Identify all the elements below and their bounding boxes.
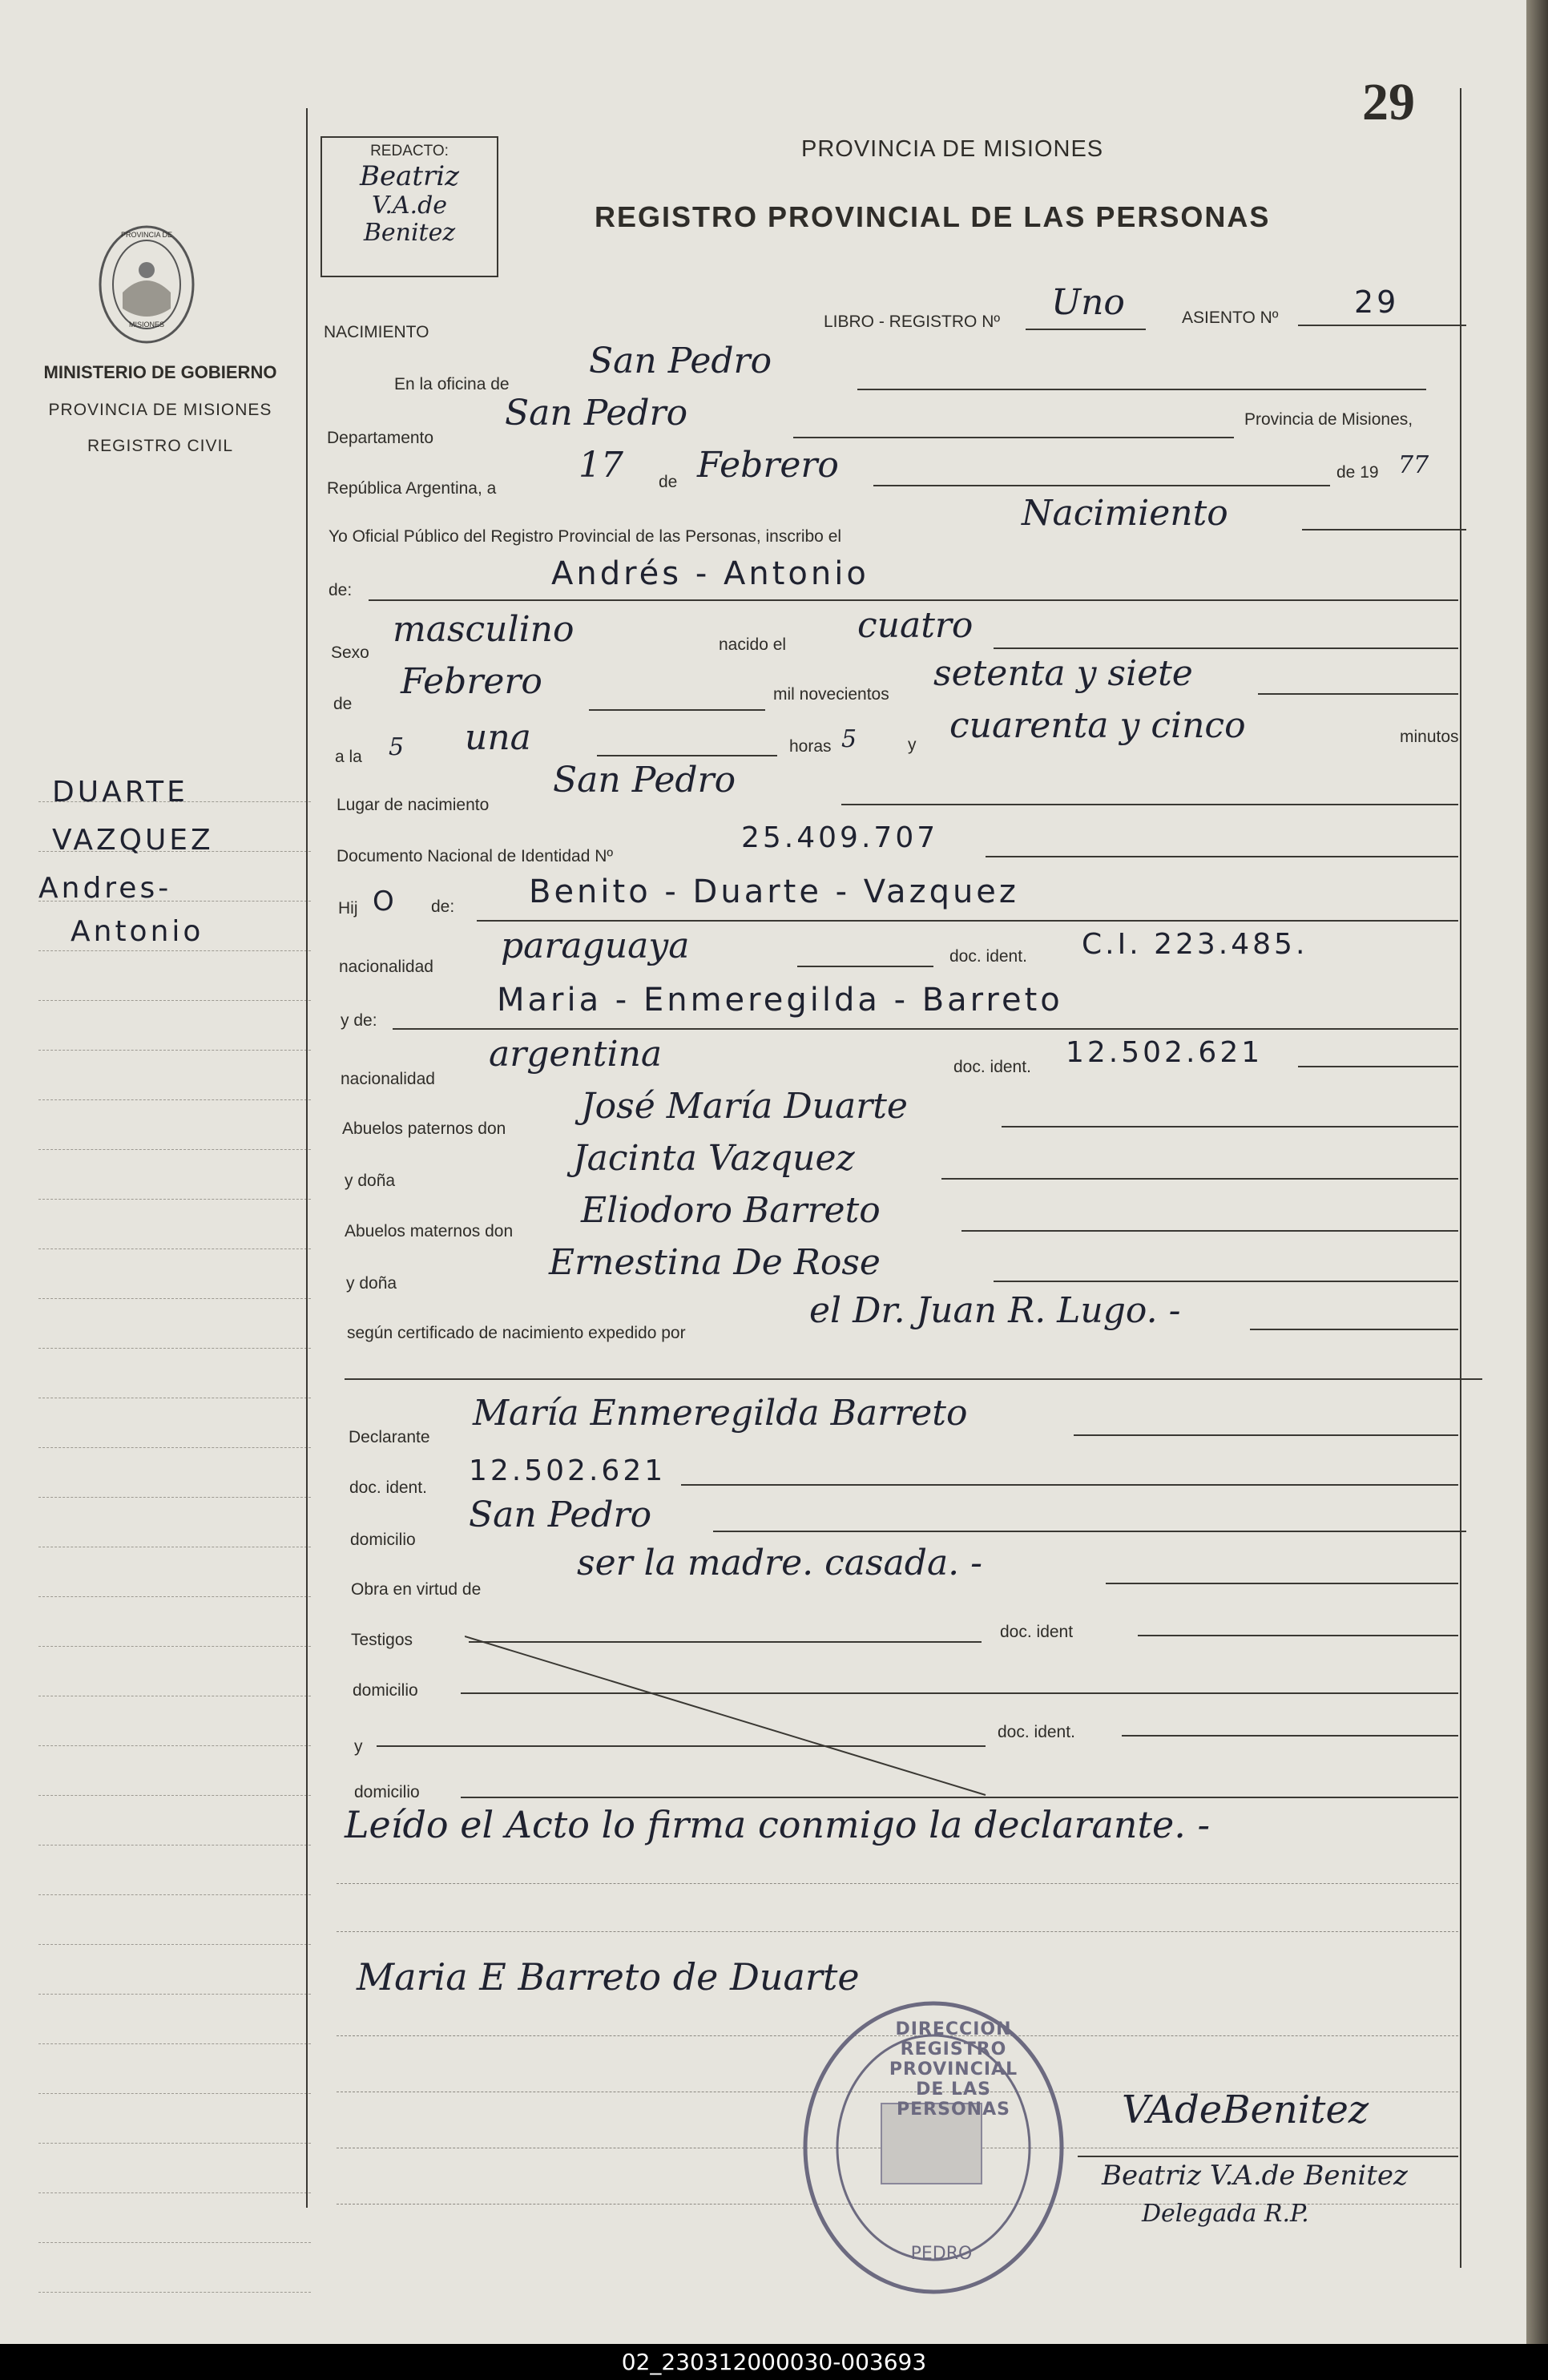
margin-rule-line (38, 2242, 311, 2243)
ministry-title: MINISTERIO DE GOBIERNO (43, 362, 277, 382)
label-de-anio: de 19 (1336, 463, 1379, 482)
seal-top-text: PROVINCIA DE (120, 231, 172, 239)
value-asiento: 29 (1354, 284, 1400, 320)
label-sexo: Sexo (331, 643, 369, 662)
value-mes: Febrero (697, 445, 839, 486)
label-domicilio-2: domicilio (353, 1681, 418, 1700)
redacto-name-2: V.A.de (371, 192, 448, 220)
value-madre: Maria - Enmeregilda - Barreto (497, 982, 1063, 1019)
margin-rule-line (38, 1050, 311, 1051)
value-abuela-pat: Jacinta Vazquez (573, 1138, 855, 1179)
value-abuela-mat: Ernestina De Rose (549, 1242, 881, 1283)
value-libro: Uno (1051, 282, 1125, 323)
margin-rule-line (38, 1248, 311, 1249)
value-certificado: el Dr. Juan R. Lugo. - (809, 1290, 1181, 1331)
label-mil: mil novecientos (773, 685, 889, 704)
stamp-small-text: PEDRO (910, 2244, 973, 2264)
label-domicilio-3: domicilio (354, 1783, 420, 1801)
label-y-dona-2: y doña (346, 1274, 397, 1293)
label-de3: de (333, 695, 353, 713)
redacto-name-1: Beatriz (359, 160, 460, 192)
redacto-label: REDACTO: (370, 143, 449, 159)
page-number: 29 (1362, 73, 1415, 131)
label-republica: República Argentina, a (327, 479, 497, 498)
margin-rule-line (38, 1149, 311, 1150)
margin-given-2: Antonio (71, 915, 204, 948)
label-y: y (908, 736, 917, 754)
label-libro: LIBRO - REGISTRO Nº (824, 313, 1001, 331)
label-asiento: ASIENTO Nº (1182, 309, 1279, 327)
label-domicilio-1: domicilio (350, 1531, 416, 1549)
value-lugar: San Pedro (553, 760, 736, 801)
label-doc-ident-4: doc. ident (1000, 1623, 1074, 1641)
label-y-2: y (354, 1737, 363, 1756)
margin-given-1: Andres- (38, 872, 172, 905)
margin-rule-line (38, 2192, 311, 2193)
label-alas: a la (335, 748, 362, 766)
margin-rule-line (38, 1099, 311, 1100)
official-name: Beatriz V.A.de Benitez (1102, 2160, 1408, 2192)
value-sexo: masculino (393, 609, 574, 650)
value-hora-num: 5 (389, 733, 405, 761)
label-de2: de: (329, 581, 353, 599)
margin-surname-1: DUARTE (52, 776, 188, 809)
label-yo-oficial: Yo Oficial Público del Registro Provincial de las Personas, inscribo el (329, 527, 842, 546)
label-y-de: y de: (341, 1011, 377, 1030)
header-province: PROVINCIA DE MISIONES (801, 136, 1104, 162)
value-min-num: 5 (841, 725, 857, 753)
label-y-dona-1: y doña (345, 1172, 396, 1190)
redacto-name-3: Benitez (363, 219, 456, 247)
label-horas: horas (789, 737, 832, 756)
label-hij: Hij (338, 899, 358, 918)
value-abuelo-mat: Eliodoro Barreto (581, 1190, 881, 1231)
margin-rule-line (38, 2093, 311, 2094)
label-nacionalidad-2: nacionalidad (341, 1070, 435, 1088)
margin-rule-line (38, 2292, 311, 2293)
label-de4: de: (431, 898, 455, 916)
label-testigos: Testigos (351, 1631, 413, 1649)
margin-rule-line (38, 1944, 311, 1945)
stamp-text: DIRECCION REGISTRO PROVINCIAL DE LAS PERSONAS (889, 2019, 1018, 2120)
margin-rule-line (38, 1596, 311, 1597)
label-doc-ident-2: doc. ident. (953, 1058, 1031, 1076)
label-doc-ident-3: doc. ident. (349, 1478, 427, 1497)
label-provincia: Provincia de Misiones, (1244, 410, 1413, 429)
header-registry: REGISTRO PROVINCIAL DE LAS PERSONAS (595, 200, 1271, 233)
margin-rule-line (38, 2143, 311, 2144)
label-nacido: nacido el (719, 635, 787, 654)
label-abuelos-maternos: Abuelos maternos don (345, 1222, 514, 1240)
margin-rule-line (38, 950, 311, 951)
margin-rule-line (38, 1795, 311, 1796)
value-nombre: Andrés - Antonio (551, 555, 869, 592)
value-mes-nac: Febrero (401, 661, 542, 702)
label-abuelos-paternos: Abuelos paternos don (342, 1119, 506, 1138)
value-padre: Benito - Duarte - Vazquez (529, 873, 1019, 910)
margin-surname-2: VAZQUEZ (52, 824, 214, 857)
value-anio-nac: setenta y siete (933, 653, 1193, 694)
value-doc-declarante: 12.502.621 (469, 1454, 667, 1487)
margin-rule-line (38, 1745, 311, 1746)
value-obra: ser la madre. casada. - (577, 1543, 983, 1583)
margin-rule-line (38, 1298, 311, 1299)
signature-official: VAdeBenitez (1122, 2088, 1369, 2132)
label-declarante: Declarante (349, 1428, 430, 1446)
official-title: Delegada R.P. (1142, 2200, 1309, 2228)
image-caption: 02_230312000030-003693 (0, 2344, 1548, 2380)
margin-rule-line (38, 1646, 311, 1647)
value-declarante: María Enmeregilda Barreto (473, 1393, 968, 1434)
book-page-edge (1526, 0, 1548, 2344)
label-documento: Documento Nacional de Identidad Nº (337, 847, 614, 865)
value-nac-madre: argentina (489, 1034, 663, 1075)
value-hora-txt: una (465, 717, 531, 758)
margin-rule-line (38, 1000, 311, 1001)
margin-rule-line (38, 2043, 311, 2044)
label-nacimiento: NACIMIENTO (324, 323, 429, 341)
label-lugar: Lugar de nacimiento (337, 796, 490, 814)
margin-rule-line (38, 1348, 311, 1349)
coat-of-arms-icon (95, 220, 199, 349)
value-inscribe: Nacimiento (1022, 493, 1228, 534)
value-minutos: cuarenta y cinco (949, 705, 1246, 746)
signature-declarante: Maria E Barreto de Duarte (357, 1955, 860, 1999)
label-doc-ident-5: doc. ident. (998, 1723, 1075, 1741)
label-segun: según certificado de nacimiento expedido por (347, 1324, 686, 1342)
value-domicilio-declarante: San Pedro (469, 1495, 652, 1535)
value-leido: Leído el Acto lo firma conmigo la declarante. - (345, 1803, 1210, 1846)
margin-rule-line (38, 1447, 311, 1448)
value-oficina: San Pedro (589, 341, 772, 381)
value-hij-suffix: O (373, 885, 397, 918)
frame-left-rule (306, 108, 308, 2208)
label-minutos: minutos (1400, 728, 1459, 746)
margin-rule-line (38, 1497, 311, 1498)
value-dia: 17 (578, 445, 623, 486)
label-obra: Obra en virtud de (351, 1580, 482, 1599)
label-de1: de (659, 473, 678, 491)
value-doc-padre: C.I. 223.485. (1082, 928, 1308, 961)
value-doc-madre: 12.502.621 (1066, 1036, 1264, 1069)
value-dia-nac: cuatro (857, 605, 974, 646)
strike-through-line (465, 1635, 994, 1803)
label-doc-ident-1: doc. ident. (949, 947, 1027, 966)
label-oficina: En la oficina de (394, 375, 510, 393)
margin-rule-line (38, 1894, 311, 1895)
frame-right-rule (1460, 88, 1461, 2268)
margin-rule-line (38, 1199, 311, 1200)
margin-rule-line (38, 1845, 311, 1846)
value-nac-padre: paraguaya (501, 926, 690, 966)
label-nacionalidad-1: nacionalidad (339, 958, 433, 976)
ministry-province: PROVINCIA DE MISIONES (48, 401, 272, 419)
value-anio: 77 (1398, 451, 1429, 479)
value-departamento: San Pedro (505, 393, 688, 434)
margin-rule-line (38, 1994, 311, 1995)
redacto-box (320, 136, 498, 277)
seal-bottom-text: MISIONES (128, 321, 164, 329)
value-abuelo-pat: José María Duarte (581, 1086, 908, 1127)
label-departamento: Departamento (327, 429, 434, 447)
value-dni: 25.409.707 (741, 821, 939, 854)
ministry-registro: REGISTRO CIVIL (87, 437, 234, 455)
